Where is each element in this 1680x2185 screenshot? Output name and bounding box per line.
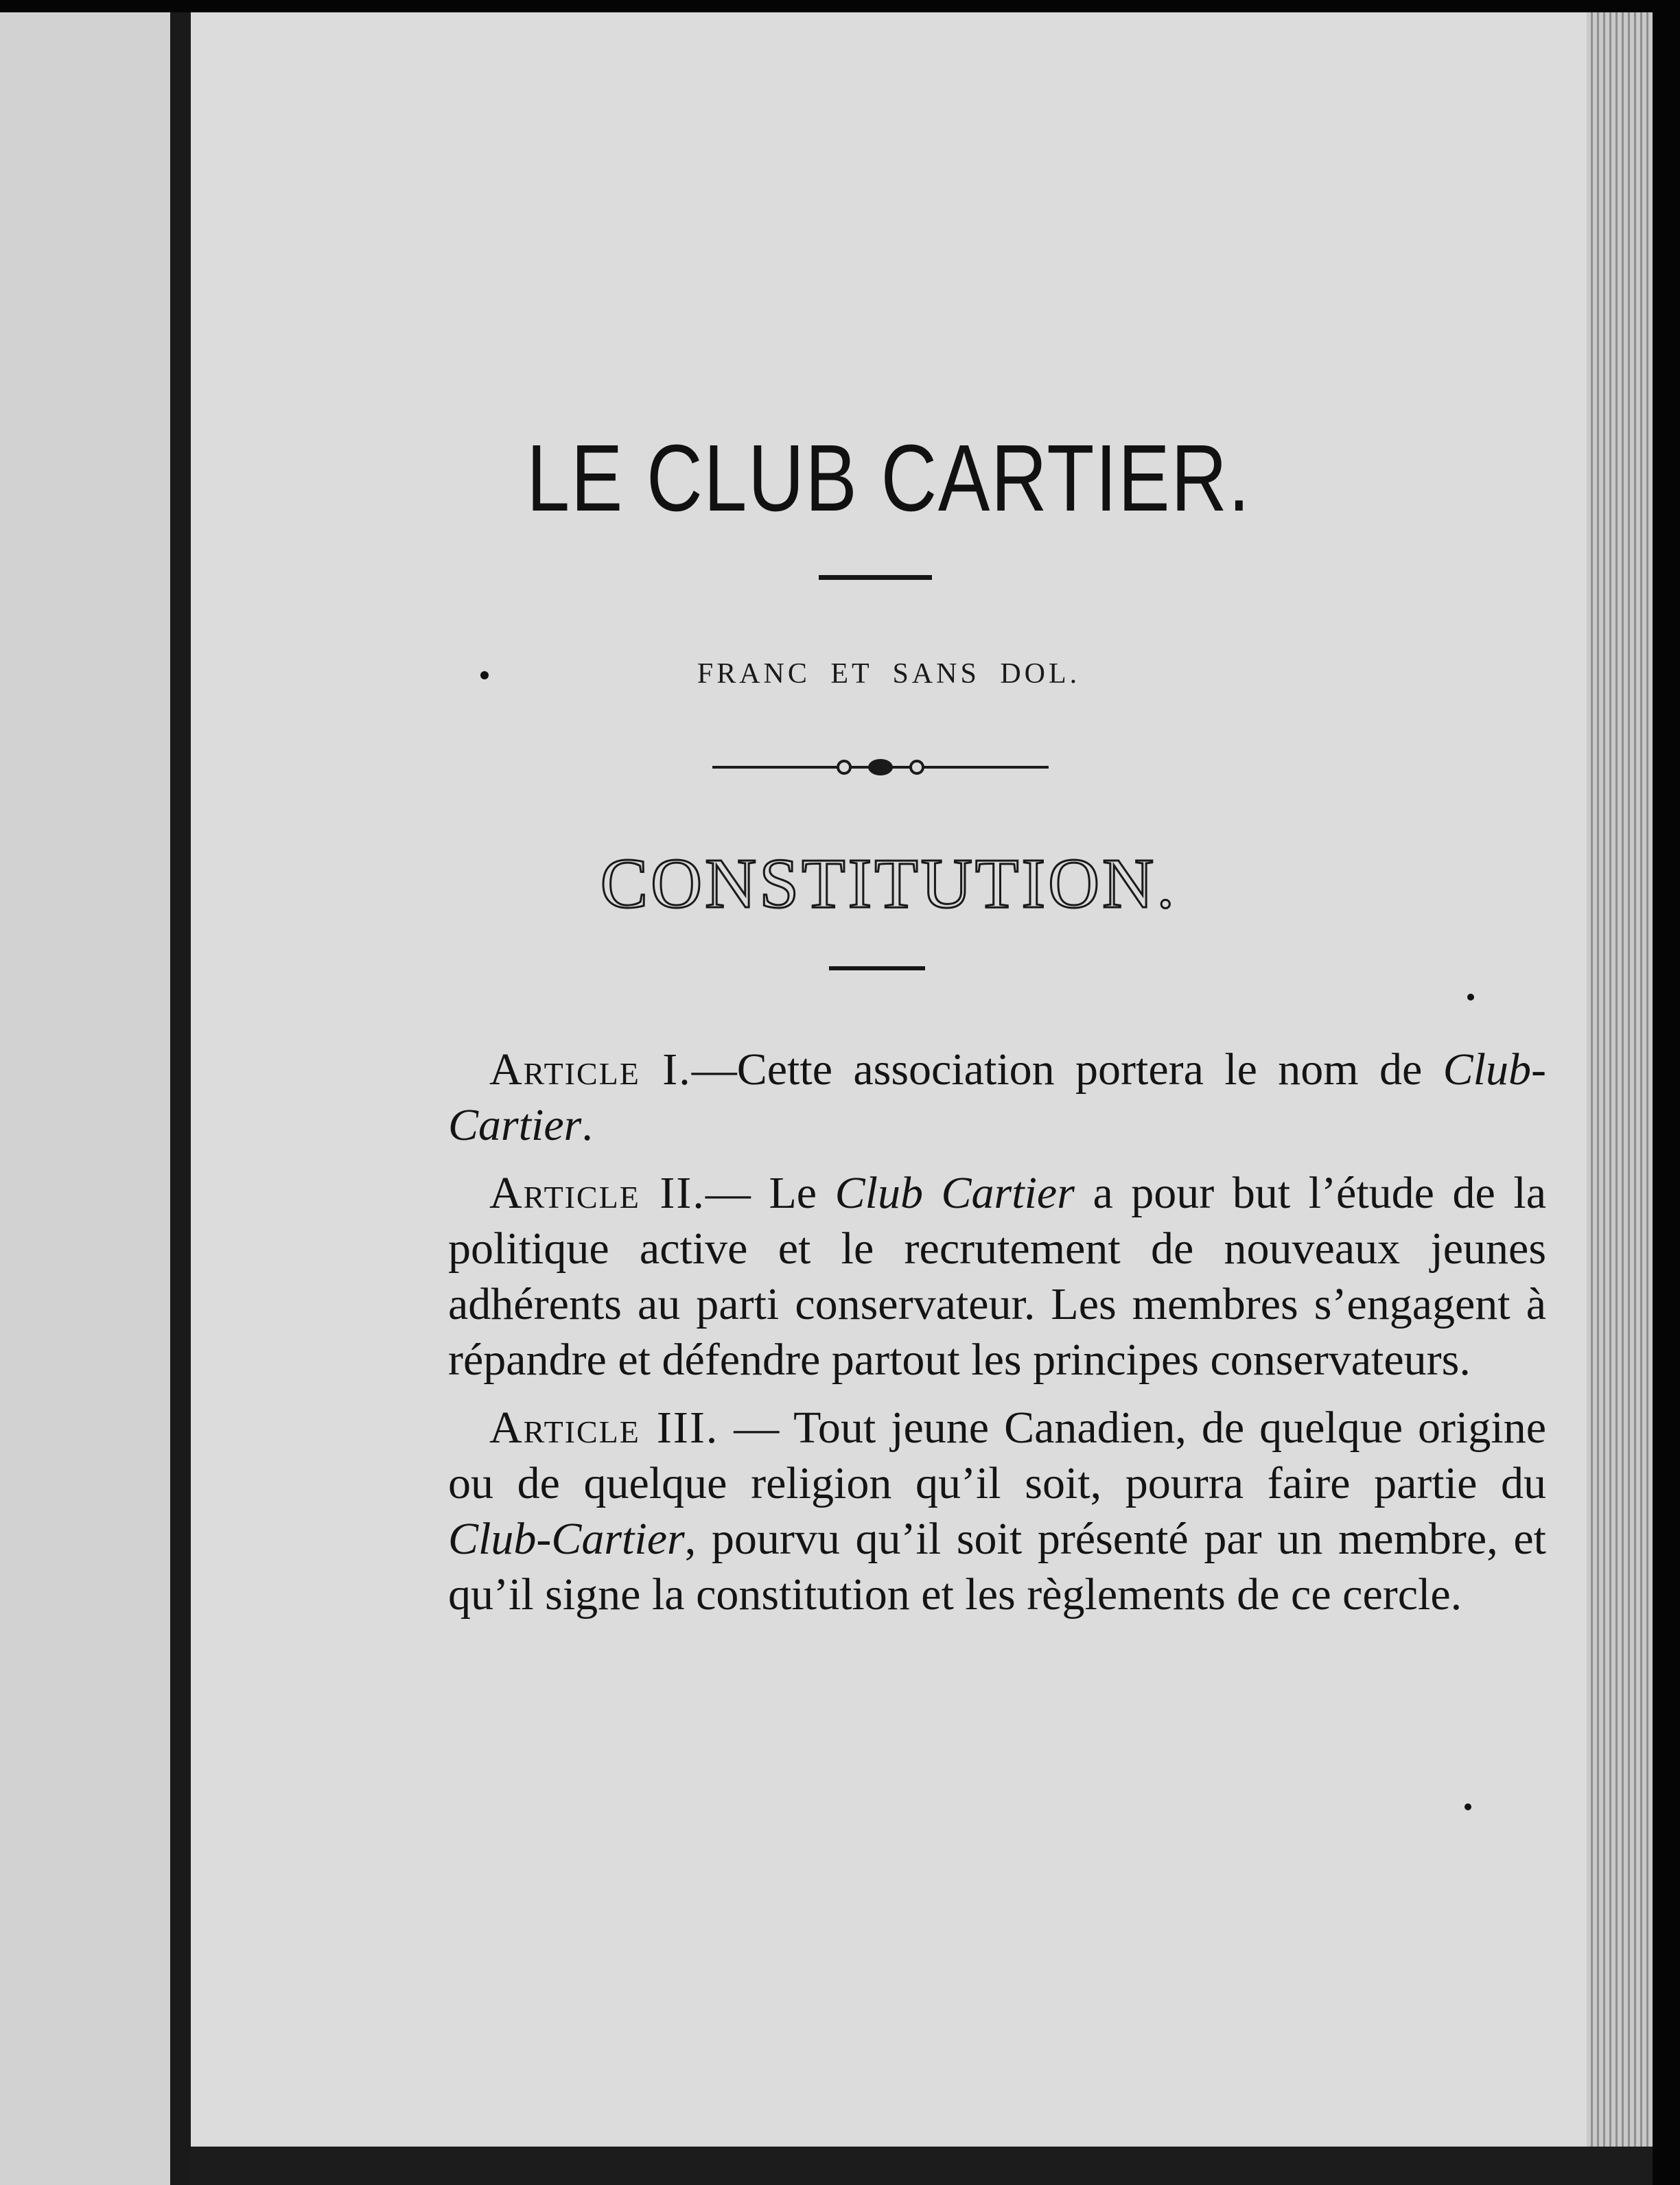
article-text: Tout jeune Canadien, de quelque origine ou de quelque religion qu’il soit, pourra faire partie du <box>448 1403 1546 1508</box>
book-binding <box>170 12 191 2185</box>
articles-text <box>448 1042 1546 1635</box>
italic-name: Club Cartier <box>835 1168 1075 1218</box>
article-dash: — <box>719 1403 794 1453</box>
article-label: Article I. <box>489 1044 692 1095</box>
article-text: , pourvu qu’il soit présenté par un membre, et qu’il signe la constitution et les règlements de ce cercle. <box>448 1514 1546 1620</box>
speck <box>1465 1803 1471 1810</box>
article-label: Article III. <box>489 1403 719 1453</box>
article-text: a pour but l’étude de la politique active et le recrutement de nouveaux jeunes adhérents au parti conservateur. Les membres s’engagent à répandre et défendre partout les principes conservateurs. <box>448 1168 1547 1385</box>
title-rule <box>819 575 932 580</box>
article-1 <box>448 1042 1546 1153</box>
article-text: Cette association portera le nom de <box>736 1044 1443 1095</box>
italic-name: Club-Cartier <box>448 1044 1546 1150</box>
article-3 <box>448 1400 1546 1622</box>
previous-page-edge <box>0 12 170 2185</box>
speck <box>1467 994 1474 1001</box>
heading-rule <box>829 966 925 970</box>
section-heading: CONSTITUTION. <box>600 844 1178 923</box>
italic-name: Club-Cartier <box>448 1514 685 1564</box>
scan-border <box>191 2147 1653 2185</box>
article-label: Article II. <box>489 1168 705 1218</box>
article-2 <box>448 1165 1546 1388</box>
article-text: . <box>581 1100 593 1150</box>
motto: FRANC ET SANS DOL. <box>697 658 1081 690</box>
article-dash: — <box>691 1044 737 1095</box>
book-page <box>191 12 1587 2147</box>
speck <box>480 671 489 679</box>
article-text: Le <box>769 1168 835 1218</box>
article-dash: — <box>705 1168 769 1218</box>
page-title: LE CLUB CARTIER. <box>526 425 1251 531</box>
page-stack-edge <box>1587 12 1653 2147</box>
ornament-divider <box>712 753 1049 781</box>
